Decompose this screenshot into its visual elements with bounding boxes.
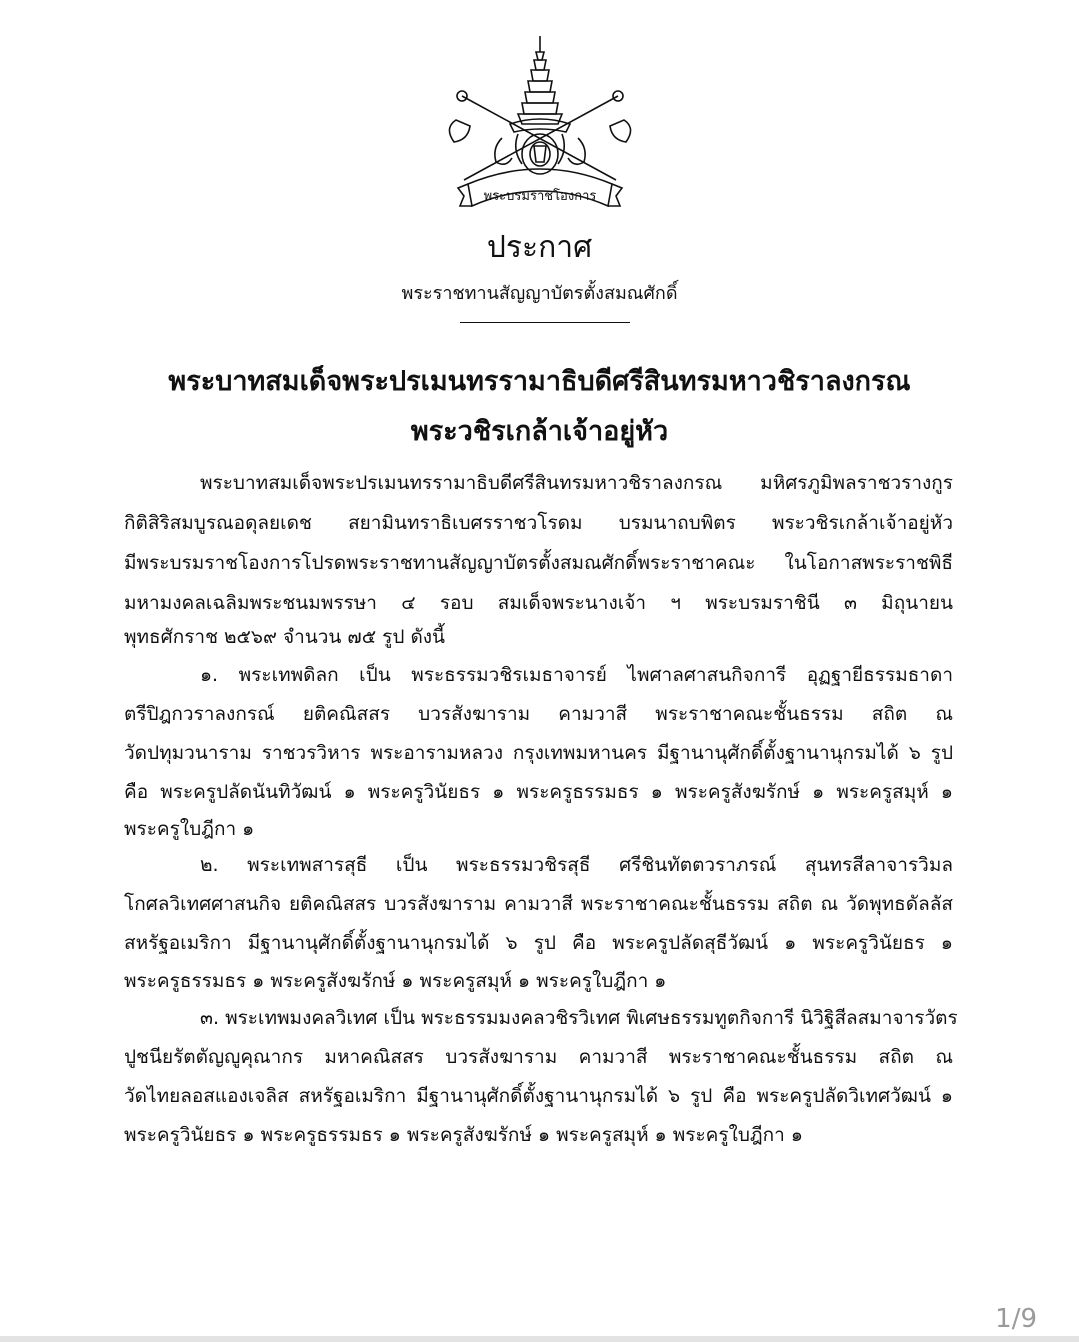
body-line: พระครูใบฎีกา ๑ xyxy=(124,818,255,840)
body-line: สหรัฐอเมริกา มีฐานานุศักดิ์ตั้งฐานานุกรมได้ ๖ รูป คือ พระครูปลัดสุธีวัฒน์ ๑ พระครูวินัยธร ๑ xyxy=(124,932,953,954)
body-line: ๑. พระเทพดิลก เป็น พระธรรมวชิรเมธาจารย์ ไพศาลศาสนกิจการี อุฏฐายีธรรมธาดา xyxy=(200,664,953,686)
emblem-ribbon-text: พระบรมราชโองการ xyxy=(483,189,597,204)
body-line: พระครูวินัยธร ๑ พระครูธรรมธร ๑ พระครูสังฆรักษ์ ๑ พระครูสมุห์ ๑ พระครูใบฎีกา ๑ xyxy=(124,1124,803,1146)
king-name-heading-line2: พระวชิรเกล้าเจ้าอยู่หัว xyxy=(410,416,669,447)
announcement-title: ประกาศ xyxy=(486,230,593,265)
announcement-subtitle: พระราชทานสัญญาบัตรตั้งสมณศักดิ์ xyxy=(401,283,678,304)
body-line: วัดปทุมวนาราม ราชวรวิหาร พระอารามหลวง กรุงเทพมหานคร มีฐานานุศักดิ์ตั้งฐานานุกรมได้ ๖ รูป xyxy=(124,742,953,764)
body-line: มหามงคลเฉลิมพระชนมพรรษา ๔ รอบ สมเด็จพระนางเจ้า ฯ พระบรมราชินี ๓ มิถุนายน xyxy=(124,592,953,614)
body-line: กิติสิริสมบูรณอดุลยเดช สยามินทราธิเบศรราชวโรดม บรมนาถบพิตร พระวชิรเกล้าเจ้าอยู่หัว xyxy=(124,512,953,534)
body-line: พระบาทสมเด็จพระปรเมนทรรามาธิบดีศรีสินทรมหาวชิราลงกรณ มหิศรภูมิพลราชวรางกูร xyxy=(200,472,953,494)
body-line: ๒. พระเทพสารสุธี เป็น พระธรรมวชิรสุธี ศรีชินทัตตวราภรณ์ สุนทรสีลาจารวิมล xyxy=(200,854,953,876)
body-line: พุทธศักราช ๒๕๖๙ จำนวน ๗๕ รูป ดังนี้ xyxy=(124,626,446,648)
body-line: ตรีปิฎกวราลงกรณ์ ยติคณิสสร บวรสังฆาราม คามวาสี พระราชาคณะชั้นธรรม สถิต ณ xyxy=(124,703,953,725)
royal-emblem-icon xyxy=(440,34,640,218)
page-indicator: 1/9 xyxy=(995,1304,1037,1334)
body-line: วัดไทยลอสแองเจลิส สหรัฐอเมริกา มีฐานานุศักดิ์ตั้งฐานานุกรมได้ ๖ รูป คือ พระครูปลัดวิเทศวัฒน์ ๑ xyxy=(124,1085,953,1107)
viewer-bottom-edge xyxy=(0,1336,1079,1342)
body-line: ปูชนียรัตตัญญูคุณากร มหาคณิสสร บวรสังฆาราม คามวาสี พระราชาคณะชั้นธรรม สถิต ณ xyxy=(124,1046,953,1068)
body-line: คือ พระครูปลัดนันทิวัฒน์ ๑ พระครูวินัยธร ๑ พระครูธรรมธร ๑ พระครูสังฆรักษ์ ๑ พระครูสมุห์ ๑ xyxy=(124,781,953,803)
body-line: ๓. พระเทพมงคลวิเทศ เป็น พระธรรมมงคลวชิรวิเทศ พิเศษธรรมทูตกิจการี นิวิฐิสีลสมาจารวัตร xyxy=(200,1007,958,1029)
body-line: โกศลวิเทศศาสนกิจ ยติคณิสสร บวรสังฆาราม คามวาสี พระราชาคณะชั้นธรรม สถิต ณ วัดพุทธดัลลัส xyxy=(124,893,953,915)
king-name-heading-line1: พระบาทสมเด็จพระปรเมนทรรามาธิบดีศรีสินทรมหาวชิราลงกรณ xyxy=(168,366,911,397)
body-line: พระครูธรรมธร ๑ พระครูสังฆรักษ์ ๑ พระครูสมุห์ ๑ พระครูใบฎีกา ๑ xyxy=(124,970,667,992)
body-line: มีพระบรมราชโองการโปรดพระราชทานสัญญาบัตรตั้งสมณศักดิ์พระราชาคณะ ในโอกาสพระราชพิธี xyxy=(124,552,953,574)
title-divider xyxy=(460,322,630,323)
